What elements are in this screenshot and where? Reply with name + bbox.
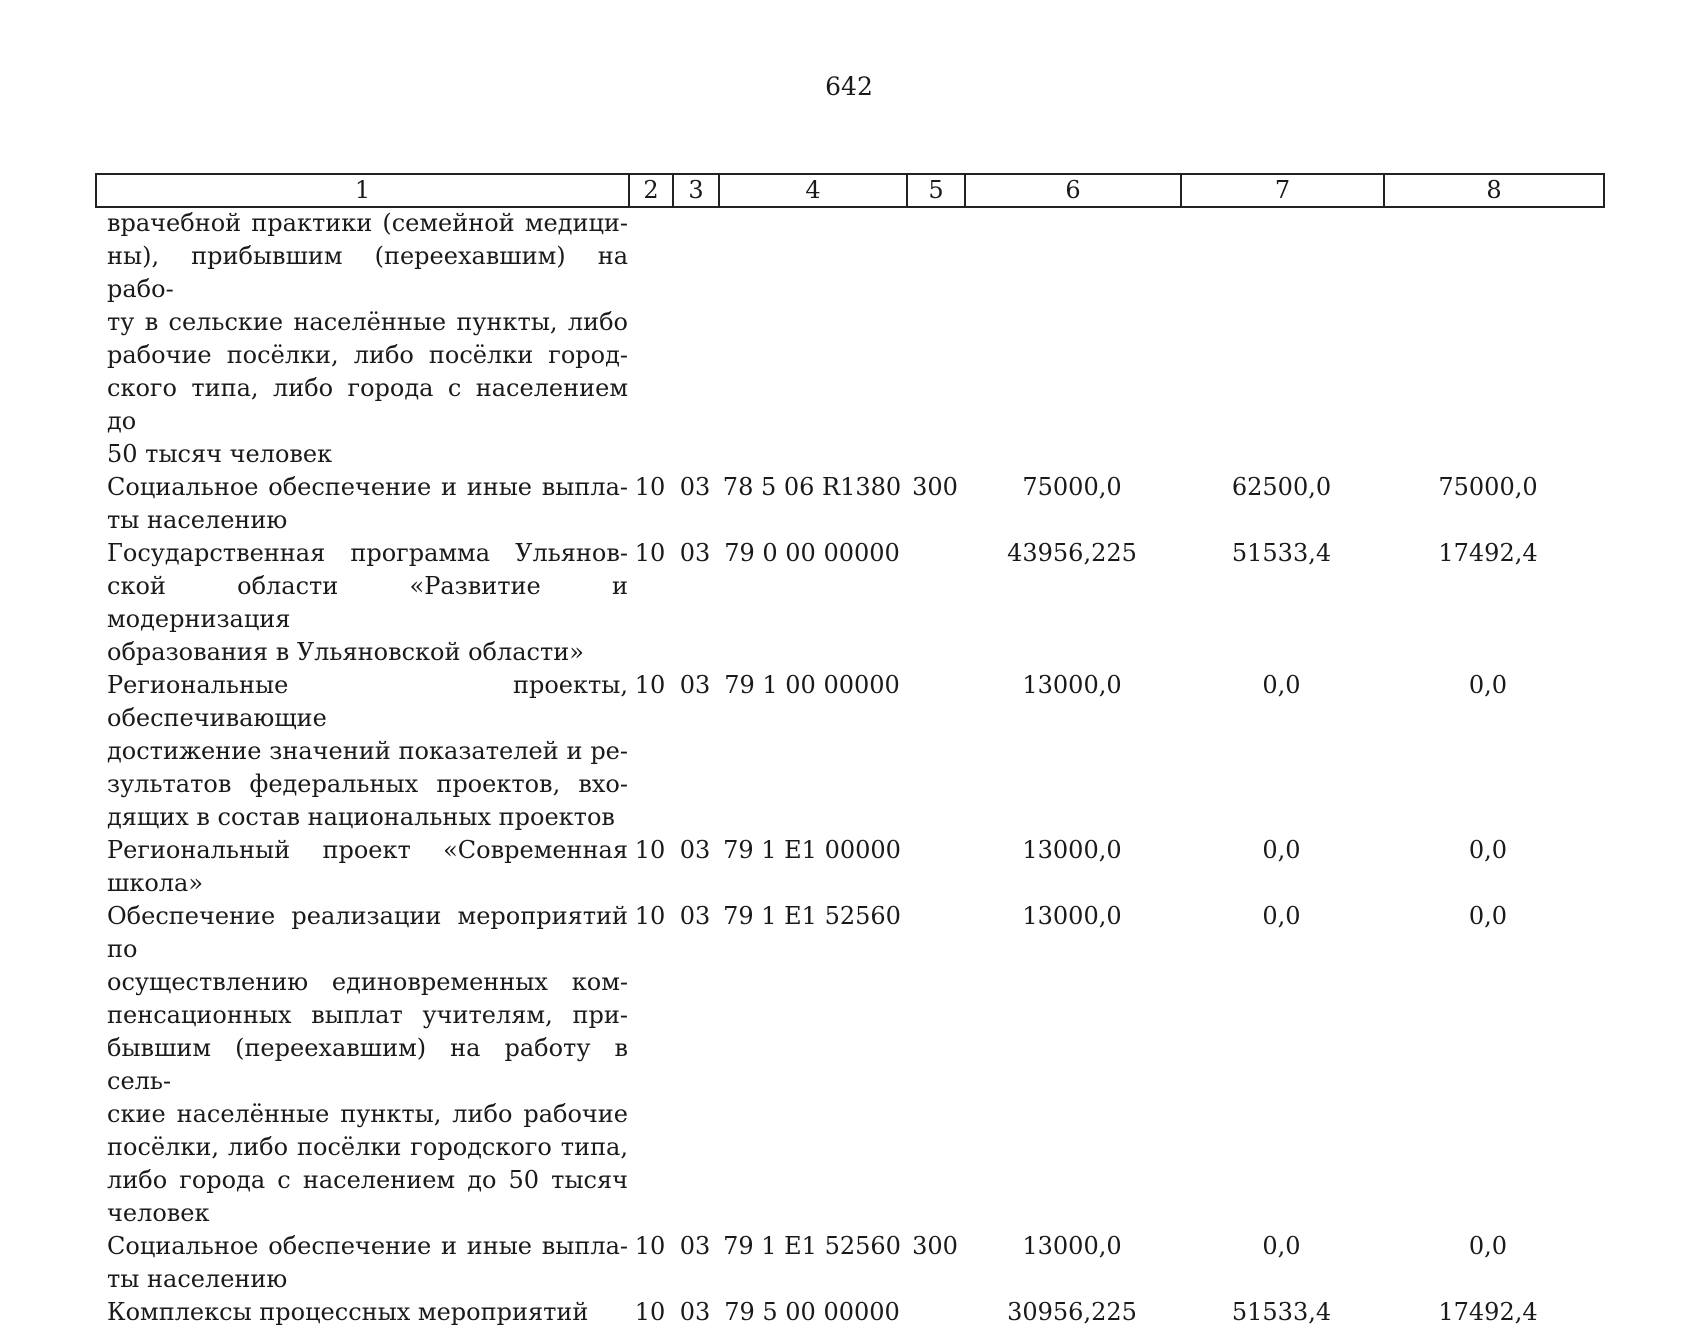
amount-col-6: 13000,0 bbox=[1022, 902, 1122, 930]
row-description bbox=[95, 900, 628, 1230]
column-header: 7 bbox=[1181, 174, 1384, 207]
table-row bbox=[95, 834, 1603, 900]
description-line: врачебной практики (семейной медици- bbox=[107, 209, 628, 237]
description-line: ской области «Развитие и модернизация bbox=[107, 572, 628, 633]
description-line: зультатов федеральных проектов, вхо- bbox=[107, 770, 628, 798]
amount-col-6: 13000,0 bbox=[1022, 671, 1122, 699]
description-line: Социальное обеспечение и иные выпла- bbox=[107, 473, 628, 501]
amount-col-7: 0,0 bbox=[1262, 836, 1301, 864]
amount-col-8: 0,0 bbox=[1468, 1232, 1508, 1260]
description-line: ские населённые пункты, либо рабочие bbox=[107, 1100, 628, 1128]
row-description bbox=[95, 471, 628, 537]
amount-col-7: 0,0 bbox=[1262, 671, 1301, 699]
description-line: Комплексы процессных мероприятий bbox=[107, 1298, 589, 1326]
target-article-code: 79 5 00 00000 bbox=[724, 1298, 900, 1326]
table-row bbox=[95, 900, 1603, 1230]
section-code: 10 bbox=[634, 671, 666, 699]
amount-col-8: 17492,4 bbox=[1438, 1298, 1538, 1326]
description-line: осуществлению единовременных ком- bbox=[107, 968, 628, 996]
amount-col-7: 0,0 bbox=[1262, 1232, 1301, 1260]
column-header: 3 bbox=[673, 174, 719, 207]
column-header: 2 bbox=[629, 174, 673, 207]
column-header: 4 bbox=[719, 174, 907, 207]
column-header-table bbox=[95, 173, 1605, 208]
table-row bbox=[95, 207, 1603, 471]
table-body bbox=[95, 207, 1603, 1329]
amount-col-6: 75000,0 bbox=[1022, 473, 1122, 501]
subsection-code: 03 bbox=[679, 902, 711, 930]
column-header-row bbox=[96, 174, 1604, 207]
column-header: 6 bbox=[965, 174, 1181, 207]
row-description bbox=[95, 1230, 628, 1296]
row-description bbox=[95, 1296, 628, 1329]
amount-col-6: 13000,0 bbox=[1022, 1232, 1122, 1260]
table-row bbox=[95, 537, 1603, 669]
subsection-code: 03 bbox=[679, 473, 711, 501]
description-line: бывшим (переехавшим) на работу в сель- bbox=[107, 1034, 628, 1095]
description-line: образования в Ульяновской области» bbox=[107, 638, 584, 666]
description-line: рабочие посёлки, либо посёлки город- bbox=[107, 341, 628, 369]
description-line: достижение значений показателей и ре- bbox=[107, 737, 628, 765]
description-line: ту в сельские населённые пункты, либо bbox=[107, 308, 628, 336]
subsection-code: 03 bbox=[679, 1232, 711, 1260]
amount-col-7: 0,0 bbox=[1262, 902, 1301, 930]
column-header: 1 bbox=[96, 174, 629, 207]
description-line: Обеспечение реализации мероприятий по bbox=[107, 902, 628, 963]
amount-col-7: 51533,4 bbox=[1231, 1298, 1332, 1326]
description-line: посёлки, либо посёлки городского типа, bbox=[107, 1133, 628, 1161]
description-line: ского типа, либо города с населением до bbox=[107, 374, 628, 435]
description-line: ты населению bbox=[107, 1265, 288, 1293]
description-line: человек bbox=[107, 1199, 210, 1227]
section-code: 10 bbox=[634, 836, 666, 864]
amount-col-6: 30956,225 bbox=[1007, 1298, 1137, 1326]
target-article-code: 79 1 E1 00000 bbox=[723, 836, 901, 864]
subsection-code: 03 bbox=[679, 671, 711, 699]
description-line: ны), прибывшим (переехавшим) на рабо- bbox=[107, 242, 628, 303]
description-line: Государственная программа Ульянов- bbox=[107, 539, 628, 567]
row-description bbox=[95, 669, 628, 834]
expense-type-code: 300 bbox=[912, 473, 958, 501]
amount-col-8: 0,0 bbox=[1468, 902, 1508, 930]
section-code: 10 bbox=[634, 902, 666, 930]
amount-col-8: 17492,4 bbox=[1438, 539, 1538, 567]
description-line: 50 тысяч человек bbox=[107, 440, 333, 468]
table-row bbox=[95, 471, 1603, 537]
amount-col-8: 75000,0 bbox=[1438, 473, 1538, 501]
description-line: дящих в состав национальных проектов bbox=[107, 803, 615, 831]
description-line: Региональные проекты, обеспечивающие bbox=[107, 671, 628, 732]
section-code: 10 bbox=[634, 1298, 666, 1326]
description-line: школа» bbox=[107, 869, 203, 897]
description-line: Социальное обеспечение и иные выпла- bbox=[107, 1232, 628, 1260]
column-header: 5 bbox=[907, 174, 965, 207]
page-number: 642 bbox=[825, 72, 873, 101]
table-row bbox=[95, 669, 1603, 834]
subsection-code: 03 bbox=[679, 539, 711, 567]
description-line: ты населению bbox=[107, 506, 288, 534]
target-article-code: 79 1 00 00000 bbox=[724, 671, 900, 699]
target-article-code: 78 5 06 R1380 bbox=[722, 473, 902, 501]
amount-col-7: 51533,4 bbox=[1231, 539, 1332, 567]
row-description bbox=[95, 537, 628, 669]
amount-col-8: 0,0 bbox=[1468, 671, 1508, 699]
amount-col-6: 13000,0 bbox=[1022, 836, 1122, 864]
description-line: либо города с населением до 50 тысяч bbox=[107, 1166, 628, 1194]
description-line: пенсационных выплат учителям, при- bbox=[107, 1001, 628, 1029]
table-row bbox=[95, 1296, 1603, 1329]
target-article-code: 79 0 00 00000 bbox=[724, 539, 900, 567]
section-code: 10 bbox=[634, 1232, 666, 1260]
amount-col-7: 62500,0 bbox=[1231, 473, 1332, 501]
subsection-code: 03 bbox=[679, 1298, 711, 1326]
column-header: 8 bbox=[1384, 174, 1604, 207]
section-code: 10 bbox=[634, 473, 666, 501]
target-article-code: 79 1 E1 52560 bbox=[723, 902, 901, 930]
expense-type-code: 300 bbox=[912, 1232, 958, 1260]
section-code: 10 bbox=[634, 539, 666, 567]
amount-col-8: 0,0 bbox=[1468, 836, 1508, 864]
target-article-code: 79 1 E1 52560 bbox=[723, 1232, 901, 1260]
amount-col-6: 43956,225 bbox=[1007, 539, 1137, 567]
table-row bbox=[95, 1230, 1603, 1296]
row-description bbox=[95, 207, 628, 471]
subsection-code: 03 bbox=[679, 836, 711, 864]
row-description bbox=[95, 834, 628, 900]
description-line: Региональный проект «Современная bbox=[107, 836, 628, 864]
